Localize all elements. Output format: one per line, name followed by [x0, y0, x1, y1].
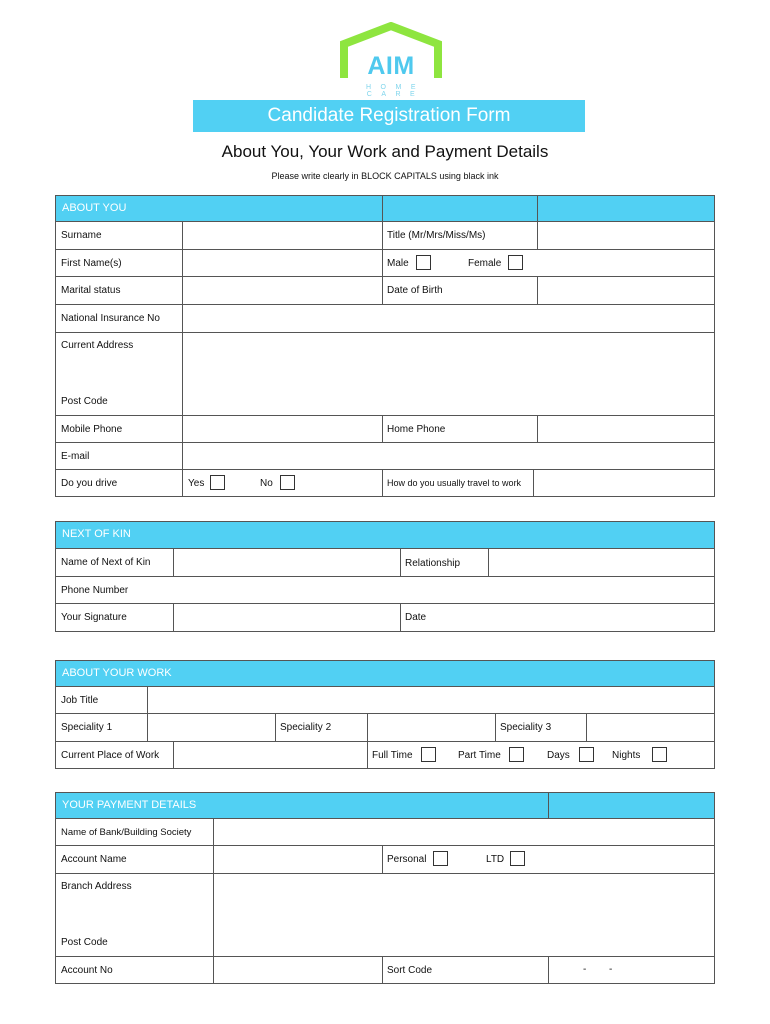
do-you-drive-label: Do you drive: [61, 478, 118, 489]
speciality1-field[interactable]: [148, 714, 275, 741]
mobile-phone-field[interactable]: [183, 416, 382, 442]
marital-status-field[interactable]: [183, 277, 382, 304]
section-title: YOUR PAYMENT DETAILS: [62, 799, 197, 811]
section-title: NEXT OF KIN: [62, 528, 131, 540]
full-time-label: Full Time: [372, 750, 413, 761]
kin-name-row: [56, 548, 714, 576]
section-header: [56, 661, 714, 686]
page-heading: About You, Your Work and Payment Details: [221, 142, 549, 161]
kin-phone-label: Phone Number: [61, 585, 129, 596]
sort-code-separator: -: [609, 964, 613, 975]
first-names-field[interactable]: [183, 250, 382, 276]
dob-label: Date of Birth: [387, 285, 443, 296]
bank-row: [56, 818, 714, 845]
sort-code-field[interactable]: [549, 957, 714, 983]
sort-code-label: Sort Code: [387, 965, 433, 976]
drive-yes-checkbox[interactable]: [210, 475, 225, 490]
speciality2-field[interactable]: [368, 714, 495, 741]
instructions: Please write clearly in BLOCK CAPITALS using black ink: [271, 171, 499, 181]
male-label: Male: [387, 258, 409, 269]
surname-row: [56, 221, 714, 249]
branch-post-code-label: Post Code: [61, 937, 108, 948]
about-work-section: [55, 660, 715, 769]
branch-address-label: Branch Address: [61, 881, 132, 892]
title-field[interactable]: [538, 222, 714, 249]
current-place-label: Current Place of Work: [61, 750, 160, 761]
speciality2-label: Speciality 2: [280, 722, 332, 733]
account-no-label: Account No: [61, 965, 113, 976]
branch-address-field[interactable]: [214, 874, 714, 956]
section-header: [56, 522, 714, 548]
address-row: [56, 332, 714, 415]
payment-section: [55, 792, 715, 984]
sort-code-separator: -: [583, 964, 587, 975]
speciality3-label: Speciality 3: [500, 722, 552, 733]
email-row: [56, 442, 714, 469]
male-checkbox[interactable]: [416, 255, 431, 270]
account-no-row: [56, 956, 714, 983]
logo-tagline: HOME CARE: [366, 84, 425, 98]
nights-label: Nights: [612, 750, 641, 761]
email-label: E-mail: [61, 451, 90, 462]
current-place-field[interactable]: [174, 742, 367, 768]
signature-field[interactable]: [174, 604, 400, 631]
first-names-label: First Name(s): [61, 258, 122, 269]
nights-checkbox[interactable]: [652, 747, 667, 762]
travel-label: How do you usually travel to work: [387, 478, 522, 488]
job-title-row: [56, 686, 714, 713]
kin-name-field[interactable]: [174, 549, 400, 576]
relationship-field[interactable]: [489, 549, 714, 576]
personal-label: Personal: [387, 854, 427, 865]
kin-phone-field[interactable]: [174, 577, 714, 603]
speciality3-field[interactable]: [587, 714, 714, 741]
days-label: Days: [547, 750, 570, 761]
marital-status-label: Marital status: [61, 285, 121, 296]
drive-no-label: No: [260, 478, 273, 489]
mobile-phone-label: Mobile Phone: [61, 424, 123, 435]
account-name-field[interactable]: [214, 846, 382, 873]
account-name-row: [56, 845, 714, 873]
kin-phone-row: [56, 576, 714, 603]
surname-label: Surname: [61, 230, 102, 241]
signature-row: [56, 603, 714, 631]
date-field[interactable]: [436, 604, 714, 631]
part-time-label: Part Time: [458, 750, 501, 761]
marital-row: [56, 276, 714, 304]
kin-name-label: Name of Next of Kin: [61, 557, 151, 568]
job-title-field[interactable]: [148, 687, 714, 713]
drive-no-checkbox[interactable]: [280, 475, 295, 490]
form-title-banner: Candidate Registration Form: [193, 100, 585, 132]
date-label: Date: [405, 612, 427, 623]
speciality-row: [56, 713, 714, 741]
drive-row: [56, 469, 714, 496]
bank-field[interactable]: [214, 819, 714, 845]
bank-label: Name of Bank/Building Society: [61, 827, 192, 838]
section-header: [56, 793, 714, 818]
home-phone-label: Home Phone: [387, 424, 446, 435]
part-time-checkbox[interactable]: [509, 747, 524, 762]
current-work-row: [56, 741, 714, 768]
address-field[interactable]: [183, 333, 714, 415]
current-address-label: Current Address: [61, 340, 134, 351]
travel-field[interactable]: [534, 470, 714, 496]
personal-checkbox[interactable]: [433, 851, 448, 866]
drive-yes-label: Yes: [188, 478, 205, 489]
phone-row: [56, 415, 714, 442]
section-header: [56, 196, 714, 221]
speciality1-label: Speciality 1: [61, 722, 113, 733]
ni-label: National Insurance No: [61, 313, 160, 324]
section-title: ABOUT YOU: [62, 202, 127, 214]
female-label: Female: [468, 258, 502, 269]
dob-field[interactable]: [538, 277, 714, 304]
branch-row: [56, 873, 714, 956]
first-names-row: [56, 249, 714, 276]
account-name-label: Account Name: [61, 854, 127, 865]
next-of-kin-section: [55, 521, 715, 632]
email-field[interactable]: [183, 443, 714, 469]
title-label: Title (Mr/Mrs/Miss/Ms): [387, 230, 486, 241]
female-checkbox[interactable]: [508, 255, 523, 270]
home-phone-field[interactable]: [538, 416, 714, 442]
full-time-checkbox[interactable]: [421, 747, 436, 762]
surname-field[interactable]: [183, 222, 382, 249]
section-title: ABOUT YOUR WORK: [62, 667, 172, 679]
ltd-label: LTD: [486, 854, 505, 865]
about-you-section: [55, 195, 715, 497]
ni-field[interactable]: [183, 305, 714, 332]
days-checkbox[interactable]: [579, 747, 594, 762]
relationship-label: Relationship: [405, 558, 461, 569]
ltd-checkbox[interactable]: [510, 851, 525, 866]
ni-row: [56, 304, 714, 332]
signature-label: Your Signature: [61, 612, 127, 623]
account-no-field[interactable]: [214, 957, 382, 983]
post-code-label: Post Code: [61, 396, 108, 407]
job-title-label: Job Title: [61, 695, 99, 706]
logo-brand: AIM: [367, 52, 415, 80]
